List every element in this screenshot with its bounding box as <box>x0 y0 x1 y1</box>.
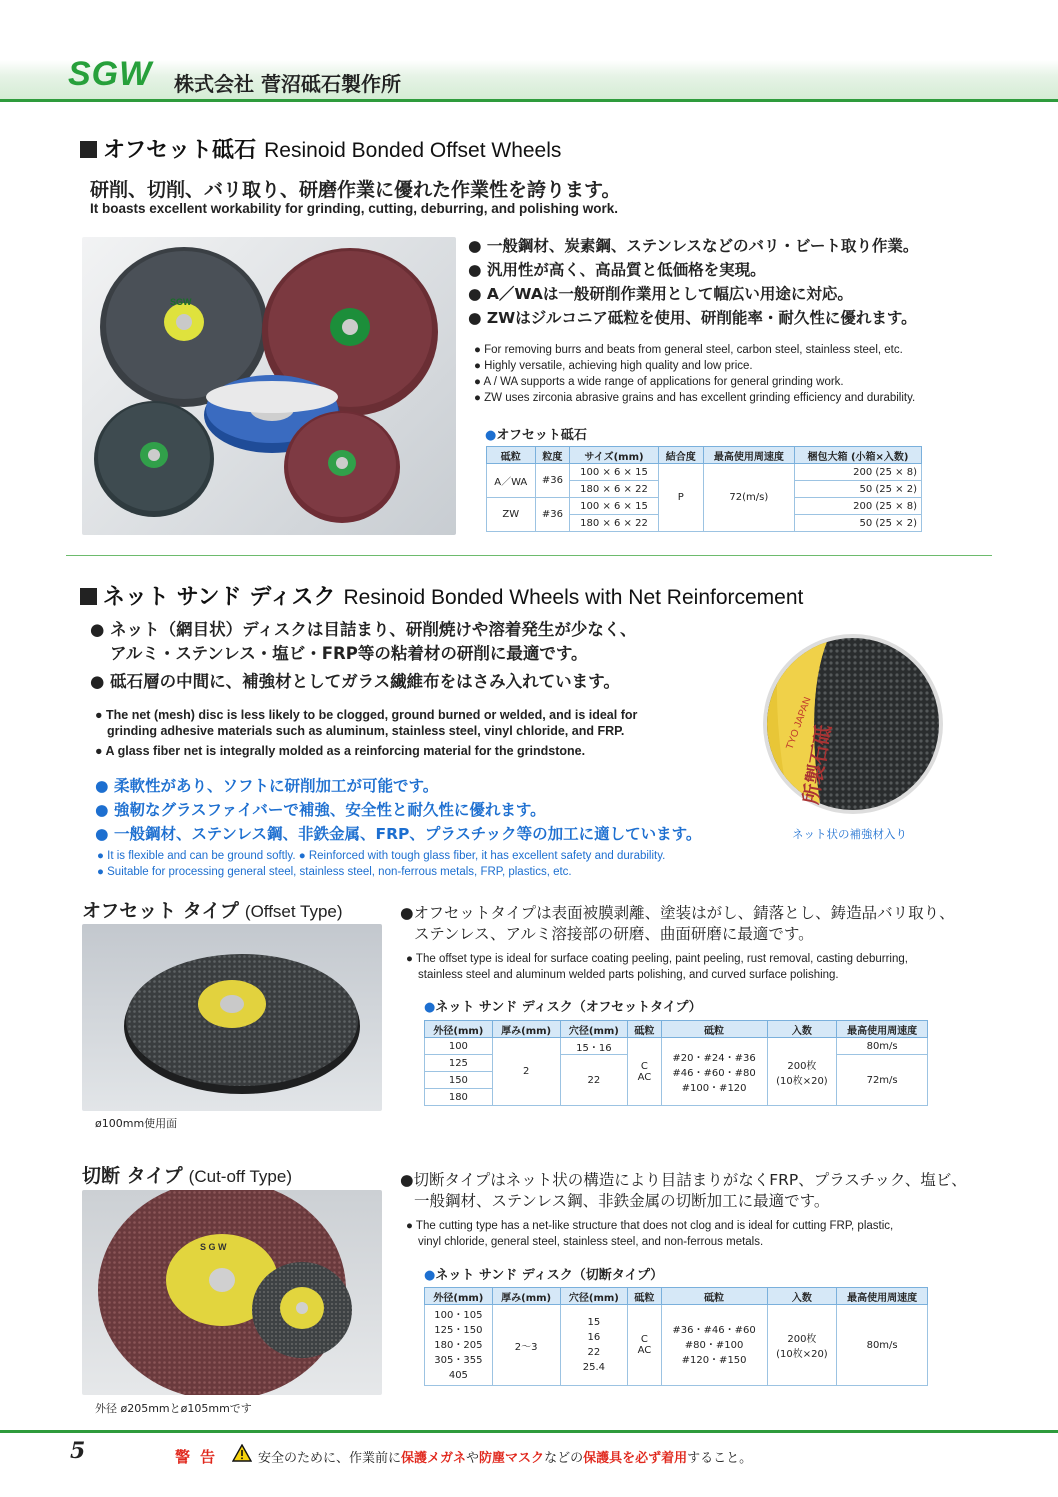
abrasive-line: C <box>640 1334 648 1345</box>
offset-type-table-title: ●ネット サンド ディスク（オフセットタイプ） <box>424 1000 702 1015</box>
offset-lead-jp: 研削、切削、バリ取り、研磨作業に優れた作業性を誇ります。 <box>90 179 621 201</box>
closeup-jp-text: 所製石砥 <box>798 722 836 806</box>
offset-table-title-text: オフセット砥石 <box>496 428 587 443</box>
cell-pack: 50 (25 × 2) <box>794 481 921 498</box>
col-header: 結合度 <box>658 447 703 464</box>
net-bullet-jp: ● ネット（網目状）ディスクは目詰まり、研削焼けや溶着発生が少なく、 <box>90 620 637 639</box>
table-header-row <box>425 1288 928 1305</box>
col-header: 最高使用周速度 <box>703 447 794 464</box>
table-row <box>425 1305 928 1386</box>
diameter-line: 405 <box>448 1369 468 1381</box>
net-bullets-jp <box>90 618 637 694</box>
cutoff-type-photo <box>82 1190 382 1395</box>
offset-type-photo <box>82 924 382 1111</box>
grit-line: #100・#120 <box>681 1083 747 1094</box>
cutoff-wheel-brand-label: S G W <box>200 1242 227 1252</box>
net-title-jp: ネット サンド ディスク <box>103 585 336 610</box>
footer-rule <box>0 1430 1058 1433</box>
net-closeup-photo <box>762 630 944 818</box>
col-header: 砥粒 <box>628 1288 661 1305</box>
cell-hole: 15・16 <box>560 1038 628 1055</box>
offset-bullets-jp <box>468 234 918 330</box>
col-header: 外径(mm) <box>425 1021 493 1038</box>
diameter-line: 100・105 <box>434 1309 483 1321</box>
abrasive-line: AC <box>637 1345 652 1356</box>
net-feature-text: 一般鋼材、ステンレス鋼、非鉄金属、FRP、プラスチック等の加工に適しています。 <box>113 825 702 843</box>
cell-qty <box>767 1038 837 1106</box>
cutoff-type-table-title: ●ネット サンド ディスク（切断タイプ） <box>424 1268 664 1283</box>
cutoff-type-desc-line: ●切断タイプはネット状の構造により目詰まりがなくFRP、プラスチック、塩ビ、 <box>400 1171 967 1189</box>
warning-text-part: などの <box>544 1451 584 1466</box>
col-header: 砥粒 <box>628 1021 661 1038</box>
grit-line: #46・#60・#80 <box>672 1068 756 1079</box>
cell-pack: 200 (25 × 8) <box>794 464 921 481</box>
hole-line: 15 <box>587 1317 601 1328</box>
offset-title-jp: オフセット砥石 <box>103 138 257 163</box>
offset-bullet-en: ● ZW uses zirconia abrasive grains and has excellent grinding efficiency and durability. <box>474 392 916 404</box>
col-header: 梱包大箱 (小箱×入数) <box>794 447 921 464</box>
cell-qty <box>767 1305 837 1386</box>
offset-bullet-en: ● Highly versatile, achieving high quality and low price. <box>474 360 753 372</box>
col-header: 穴径(mm) <box>560 1288 628 1305</box>
cell-abrasive: A／WA <box>487 464 536 498</box>
offset-spec-table <box>486 446 922 532</box>
abrasive-line: AC <box>637 1071 652 1083</box>
col-header: サイズ(mm) <box>570 447 658 464</box>
cell-hole: 22 <box>560 1055 628 1106</box>
net-bullet-jp: ● 砥石層の中間に、補強材としてガラス繊維布をはさみ入れています。 <box>90 672 620 691</box>
col-header: 厚み(mm) <box>492 1288 560 1305</box>
grit-line: #80・#100 <box>684 1339 744 1351</box>
cutoff-type-table <box>424 1287 928 1386</box>
net-feature-en: ● It is flexible and can be ground softly. ● Reinforced with tough glass fiber, it has excellent safety and durability. <box>97 850 666 862</box>
cell-diameter: 150 <box>425 1072 493 1089</box>
blue-dot-icon: ● <box>95 777 109 795</box>
qty-line: (10枚×20) <box>776 1075 828 1087</box>
table-row <box>425 1038 928 1055</box>
blue-dot-icon: ● <box>95 801 109 819</box>
offset-type-title-jp: オフセット タイプ <box>82 900 239 922</box>
warning-highlight: 防塵マスク <box>479 1451 545 1466</box>
square-bullet-icon <box>80 588 97 605</box>
cutoff-type-title-jp: 切断 タイプ <box>82 1165 183 1187</box>
diameter-line: 305・355 <box>434 1354 483 1366</box>
offset-type-desc-en <box>406 951 908 983</box>
offset-type-title <box>82 896 343 923</box>
cell-pack: 50 (25 × 2) <box>794 515 921 532</box>
col-header: 外径(mm) <box>425 1288 493 1305</box>
cell-speed: 72m/s <box>837 1055 928 1106</box>
net-bullet-en: ● The net (mesh) disc is less likely to be clogged, ground burned or welded, and is ideal for <box>95 708 638 722</box>
net-feature-jp <box>95 798 701 822</box>
warning-text-part: すること。 <box>687 1451 753 1466</box>
col-header: 最高使用周速度 <box>837 1021 928 1038</box>
offset-title-en: Resinoid Bonded Offset Wheels <box>264 139 562 162</box>
offset-type-desc-jp <box>400 903 955 945</box>
grit-line: #36・#46・#60 <box>672 1324 756 1336</box>
square-bullet-icon <box>80 141 97 158</box>
net-section-title <box>80 580 803 611</box>
warning-text <box>258 1447 752 1466</box>
net-feature-text: 柔軟性があり、ソフトに研削加工が可能です。 <box>113 777 439 795</box>
warning-highlight: 保護メガネ <box>401 1451 467 1466</box>
offset-type-desc-en-line: ● The offset type is ideal for surface coating peeling, paint peeling, rust removal, casting deburring, <box>406 953 908 965</box>
offset-type-caption: ø100mm使用面 <box>95 1117 178 1130</box>
offset-bullets-en <box>474 342 915 406</box>
cell-pack: 200 (25 × 8) <box>794 498 921 515</box>
page-number: 5 <box>70 1438 86 1464</box>
cell-size: 100 × 6 × 15 <box>570 464 658 481</box>
col-header: 砥粒 <box>661 1288 767 1305</box>
col-header: 入数 <box>767 1021 837 1038</box>
offset-type-title-en: (Offset Type) <box>244 902 343 921</box>
col-header: 厚み(mm) <box>492 1021 560 1038</box>
blue-dot-icon: ● <box>95 825 109 843</box>
offset-bullet-jp: ● A／WAは一般研削作業用として幅広い用途に対応。 <box>468 285 853 303</box>
closeup-caption-text: ネット状の補強材入り <box>792 827 907 841</box>
net-bullet-jp: アルミ・ステンレス・塩ビ・FRP等の粘着材の研削に最適です。 <box>110 644 588 663</box>
col-header: 穴径(mm) <box>560 1021 628 1038</box>
table-header-row <box>487 447 922 464</box>
cutoff-type-table-title-text: ネット サンド ディスク（切断タイプ） <box>435 1268 664 1283</box>
net-feature-text: 強靭なグラスファイバーで補強、安全性と耐久性に優れます。 <box>113 801 546 819</box>
warning-label: 警告 <box>175 1448 226 1466</box>
offset-bullet-en: ● For removing burrs and beats from general steel, carbon steel, stainless steel, etc. <box>474 344 903 356</box>
cutoff-type-title <box>82 1161 292 1188</box>
cell-speed: 72(m/s) <box>703 464 794 532</box>
cell-abrasive: ZW <box>487 498 536 532</box>
warning-text-part: や <box>466 1451 480 1466</box>
brand-logo: SGW <box>68 55 153 93</box>
cell-thickness: 2〜3 <box>492 1305 560 1386</box>
offset-type-desc-en-line: stainless steel and aluminum welded parts polishing, and curved surface polishing. <box>418 969 839 981</box>
cell-size: 180 × 6 × 22 <box>570 515 658 532</box>
cell-hole <box>560 1305 628 1386</box>
net-title-en: Resinoid Bonded Wheels with Net Reinforcement <box>343 586 804 609</box>
col-header: 入数 <box>767 1288 837 1305</box>
cutoff-type-desc-en-line: ● The cutting type has a net-like structure that does not clog and is ideal for cutting FRP, plastic, <box>406 1220 894 1232</box>
company-name: 株式会社 菅沼砥石製作所 <box>174 72 401 96</box>
col-header: 最高使用周速度 <box>837 1288 928 1305</box>
table-header-row <box>425 1021 928 1038</box>
cell-grit <box>661 1305 767 1386</box>
cell-diameter <box>425 1305 493 1386</box>
cell-speed: 80m/s <box>837 1038 928 1055</box>
net-feature-jp <box>95 774 701 798</box>
header-band <box>0 60 1058 100</box>
warning-highlight: 保護具を必ず着用 <box>583 1451 688 1466</box>
cell-grit: #36 <box>535 464 570 498</box>
cell-speed: 80m/s <box>837 1305 928 1386</box>
offset-type-table <box>424 1020 928 1106</box>
qty-line: 200枚 <box>787 1334 817 1345</box>
offset-type-table-title-text: ネット サンド ディスク（オフセットタイプ） <box>435 1000 702 1015</box>
qty-line: 200枚 <box>787 1060 817 1072</box>
offset-bullet-jp: ● 一般鋼材、炭素鋼、ステンレスなどのバリ・ビート取り作業。 <box>468 237 919 255</box>
cell-abrasive <box>628 1038 661 1106</box>
cutoff-type-caption: 外径 ø205mmとø105mmです <box>95 1402 252 1415</box>
closeup-en-text: TYO JAPAN <box>784 695 814 752</box>
cell-abrasive <box>628 1305 661 1386</box>
offset-type-desc-line: ステンレス、アルミ溶接部の研磨、曲面研磨に最適です。 <box>414 925 814 943</box>
net-bullet-en: grinding adhesive materials such as aluminum, stainless steel, vinyl chloride, and FRP. <box>107 724 625 738</box>
cell-diameter: 180 <box>425 1089 493 1106</box>
cutoff-type-desc-jp <box>400 1170 967 1212</box>
cell-diameter: 125 <box>425 1055 493 1072</box>
cell-diameter: 100 <box>425 1038 493 1055</box>
offset-bullet-jp: ● ZWはジルコニア砥粒を使用、研削能率・耐久性に優れます。 <box>468 309 917 327</box>
hole-line: 22 <box>587 1347 601 1358</box>
cell-bond: P <box>658 464 703 532</box>
cell-grit <box>661 1038 767 1106</box>
offset-bullet-en: ● A / WA supports a wide range of applications for general grinding work. <box>474 376 844 388</box>
hole-line: 16 <box>587 1332 601 1343</box>
cell-size: 100 × 6 × 15 <box>570 498 658 515</box>
diameter-line: 180・205 <box>434 1339 483 1351</box>
offset-type-desc-line: ●オフセットタイプは表面被膜剥離、塗装はがし、錆落とし、鋳造品バリ取り、 <box>400 904 955 922</box>
cell-size: 180 × 6 × 22 <box>570 481 658 498</box>
table-row <box>487 464 922 481</box>
offset-bullet-jp: ● 汎用性が高く、高品質と低価格を実現。 <box>468 261 766 279</box>
col-header: 粒度 <box>535 447 570 464</box>
cutoff-type-desc-en-line: vinyl chloride, general steel, stainless steel, and non-ferrous metals. <box>418 1236 764 1248</box>
header-rule <box>0 99 1058 102</box>
cutoff-type-desc-line: 一般鋼材、ステンレス鋼、非鉄金属の切断加工に最適です。 <box>414 1192 830 1210</box>
cell-grit: #36 <box>535 498 570 532</box>
net-closeup-caption <box>792 826 907 842</box>
net-feature-jp <box>95 822 701 846</box>
grit-line: #120・#150 <box>681 1354 747 1366</box>
diameter-line: 125・150 <box>434 1324 483 1336</box>
qty-line: (10枚×20) <box>776 1349 828 1360</box>
net-bullets-en <box>95 707 637 759</box>
wheel-brand-label: SGW <box>170 297 192 307</box>
section-divider <box>66 555 992 556</box>
offset-lead-en: It boasts excellent workability for grinding, cutting, deburring, and polishing work. <box>90 201 619 216</box>
cutoff-type-title-en: (Cut-off Type) <box>188 1167 292 1186</box>
offset-table-title: ●オフセット砥石 <box>485 428 587 443</box>
net-features-en <box>97 848 665 880</box>
hole-line: 25.4 <box>582 1362 605 1373</box>
offset-section-title <box>80 133 561 164</box>
warning-text-part: 安全のために、作業前に <box>258 1451 402 1466</box>
net-features-jp <box>95 774 701 846</box>
cell-thickness: 2 <box>492 1038 560 1106</box>
net-bullet-en: ● A glass fiber net is integrally molded as a reinforcing material for the grindstone. <box>95 744 586 758</box>
cutoff-type-desc-en <box>406 1218 893 1250</box>
offset-wheels-photo <box>82 237 456 535</box>
abrasive-line: C <box>640 1060 648 1072</box>
warning-triangle-icon <box>232 1444 252 1466</box>
net-feature-en: ● Suitable for processing general steel, stainless steel, non-ferrous metals, FRP, plastics, etc. <box>97 866 572 878</box>
col-header: 砥粒 <box>661 1021 767 1038</box>
grit-line: #20・#24・#36 <box>672 1053 756 1064</box>
col-header: 砥粒 <box>487 447 536 464</box>
